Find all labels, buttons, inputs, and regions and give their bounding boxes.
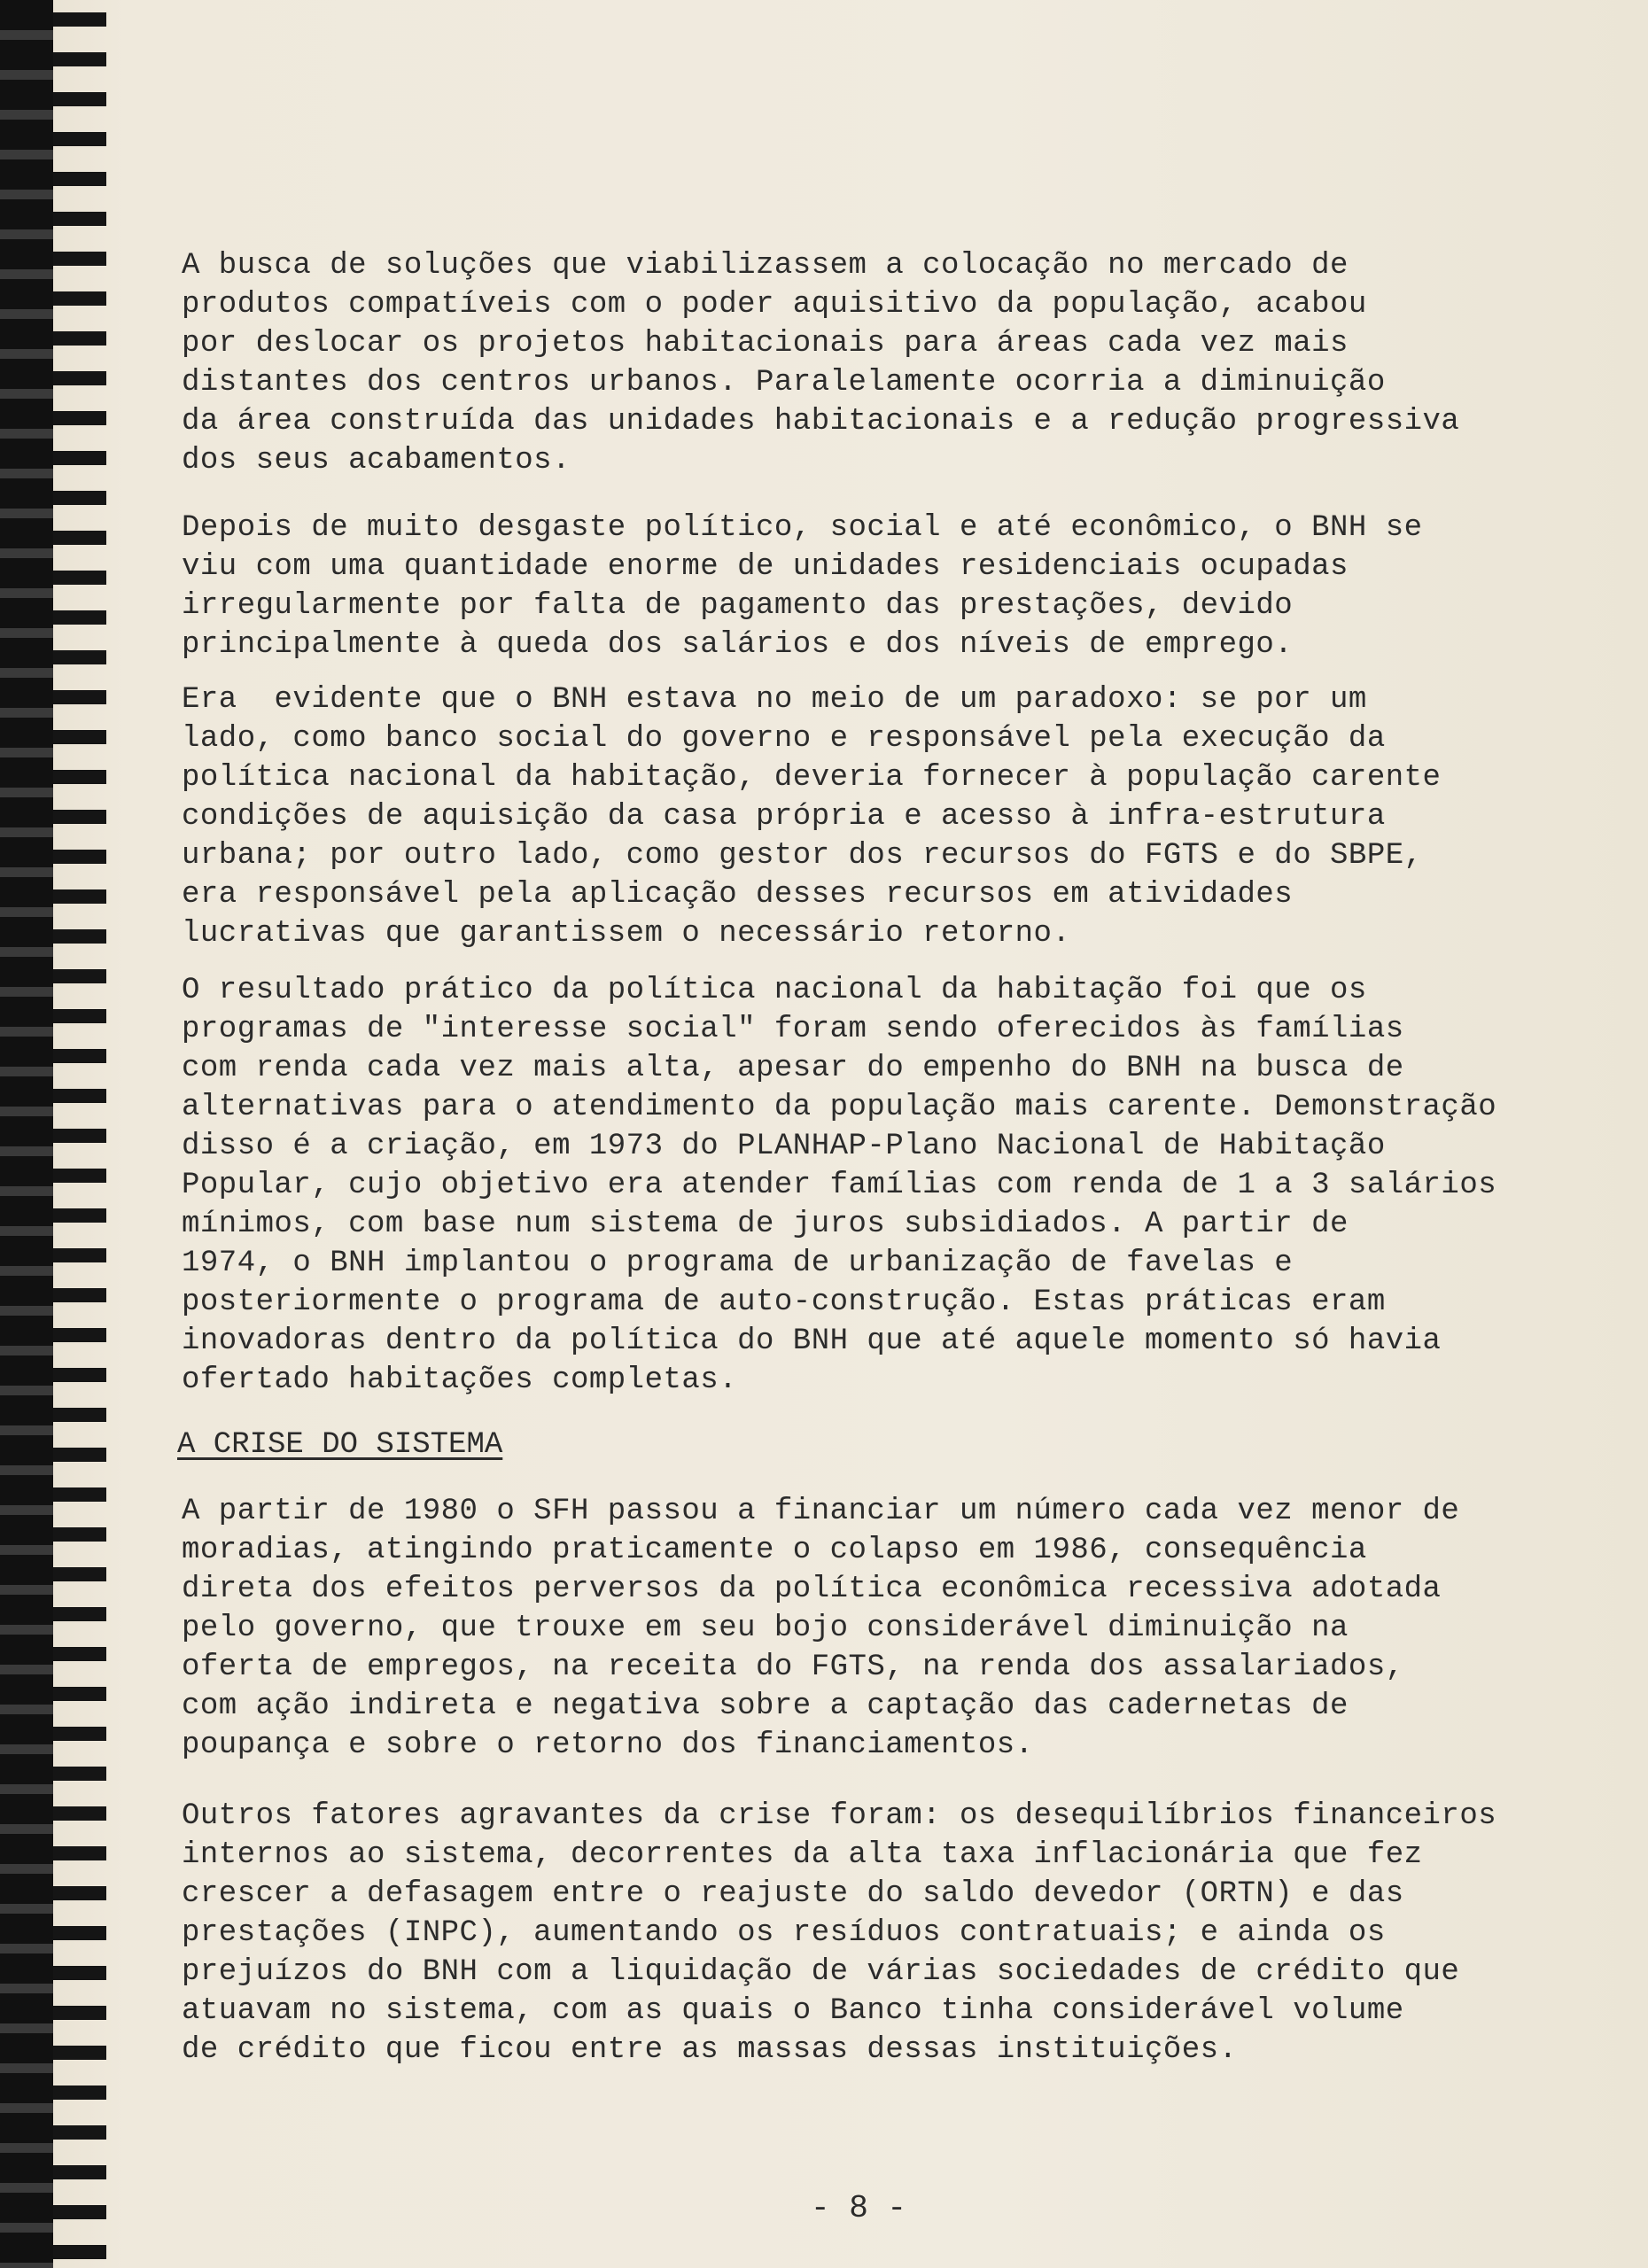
text-line: Popular, cujo objetivo era atender famílias com renda de 1 a 3 salários [182, 1169, 1497, 1202]
text-line: direta dos efeitos perversos da política econômica recessiva adotada [182, 1573, 1442, 1606]
text-line: 1974, o BNH implantou o programa de urbanização de favelas e [182, 1247, 1294, 1280]
text-line: principalmente à queda dos salários e dos níveis de emprego. [182, 628, 1294, 662]
text-line: lado, como banco social do governo e responsável pela execução da [182, 722, 1386, 756]
text-line: inovadoras dentro da política do BNH que até aquele momento só havia [182, 1324, 1442, 1358]
text-line: prestações (INPC), aumentando os resíduos contratuais; e ainda os [182, 1916, 1386, 1950]
page-number: - 8 - [811, 2190, 907, 2226]
section-heading: A CRISE DO SISTEMA [177, 1428, 503, 1462]
text-line: prejuízos do BNH com a liquidação de várias sociedades de crédito que [182, 1955, 1460, 1989]
text-line: ofertado habitações completas. [182, 1363, 738, 1397]
text-line: moradias, atingindo praticamente o colapso em 1986, consequência [182, 1534, 1367, 1567]
paragraph-crise [182, 1492, 1459, 1765]
text-line: A busca de soluções que viabilizassem a colocação no mercado de [182, 249, 1349, 283]
text-line: programas de "interesse social" foram sendo oferecidos às famílias [182, 1013, 1404, 1046]
text-line: Depois de muito desgaste político, social e até econômico, o BNH se [182, 511, 1423, 545]
text-line: oferta de empregos, na receita do FGTS, na renda dos assalariados, [182, 1651, 1404, 1684]
paragraph-desgaste [182, 509, 1423, 664]
text-line: era responsável pela aplicação desses recursos em atividades [182, 878, 1294, 912]
text-line: alternativas para o atendimento da população mais carente. Demonstração [182, 1091, 1497, 1124]
paragraph-paradoxo [182, 680, 1441, 953]
text-line: da área construída das unidades habitacionais e a redução progressiva [182, 405, 1460, 439]
text-line: mínimos, com base num sistema de juros subsidiados. A partir de [182, 1208, 1349, 1241]
text-line: irregularmente por falta de pagamento das prestações, devido [182, 589, 1294, 623]
text-line: O resultado prático da política nacional da habitação foi que os [182, 974, 1367, 1007]
text-line: política nacional da habitação, deveria fornecer à população carente [182, 761, 1442, 795]
text-line: de crédito que ficou entre as massas dessas instituições. [182, 2033, 1238, 2067]
text-line: pelo governo, que trouxe em seu bojo considerável diminuição na [182, 1612, 1349, 1645]
text-line: Outros fatores agravantes da crise foram: os desequilíbrios financeiros [182, 1799, 1497, 1833]
text-line: posteriormente o programa de auto-construção. Estas práticas eram [182, 1285, 1386, 1319]
text-line: com ação indireta e negativa sobre a captação das cadernetas de [182, 1689, 1349, 1723]
paragraph-solucoes [182, 246, 1459, 480]
text-line: crescer a defasagem entre o reajuste do saldo devedor (ORTN) e das [182, 1877, 1404, 1911]
text-line: distantes dos centros urbanos. Paralelamente ocorria a diminuição [182, 366, 1386, 400]
spiral-binding [0, 0, 106, 2268]
text-line: com renda cada vez mais alta, apesar do empenho do BNH na busca de [182, 1052, 1404, 1085]
text-line: dos seus acabamentos. [182, 444, 571, 478]
paragraph-resultado [182, 971, 1496, 1400]
text-line: disso é a criação, em 1973 do PLANHAP-Plano Nacional de Habitação [182, 1130, 1386, 1163]
paragraph-fatores [182, 1797, 1496, 2070]
text-line: atuavam no sistema, com as quais o Banco tinha considerável volume [182, 1994, 1404, 2028]
text-line: internos ao sistema, decorrentes da alta taxa inflacionária que fez [182, 1838, 1423, 1872]
text-line: condições de aquisição da casa própria e acesso à infra-estrutura [182, 800, 1386, 834]
text-line: por deslocar os projetos habitacionais para áreas cada vez mais [182, 327, 1349, 361]
text-line: poupança e sobre o retorno dos financiamentos. [182, 1728, 1034, 1762]
text-line: produtos compatíveis com o poder aquisitivo da população, acabou [182, 288, 1367, 322]
text-line: Era evidente que o BNH estava no meio de um paradoxo: se por um [182, 683, 1367, 717]
text-line: lucrativas que garantissem o necessário retorno. [182, 917, 1071, 951]
text-line: viu com uma quantidade enorme de unidades residenciais ocupadas [182, 550, 1349, 584]
text-line: A partir de 1980 o SFH passou a financiar um número cada vez menor de [182, 1495, 1460, 1528]
text-line: urbana; por outro lado, como gestor dos recursos do FGTS e do SBPE, [182, 839, 1423, 873]
